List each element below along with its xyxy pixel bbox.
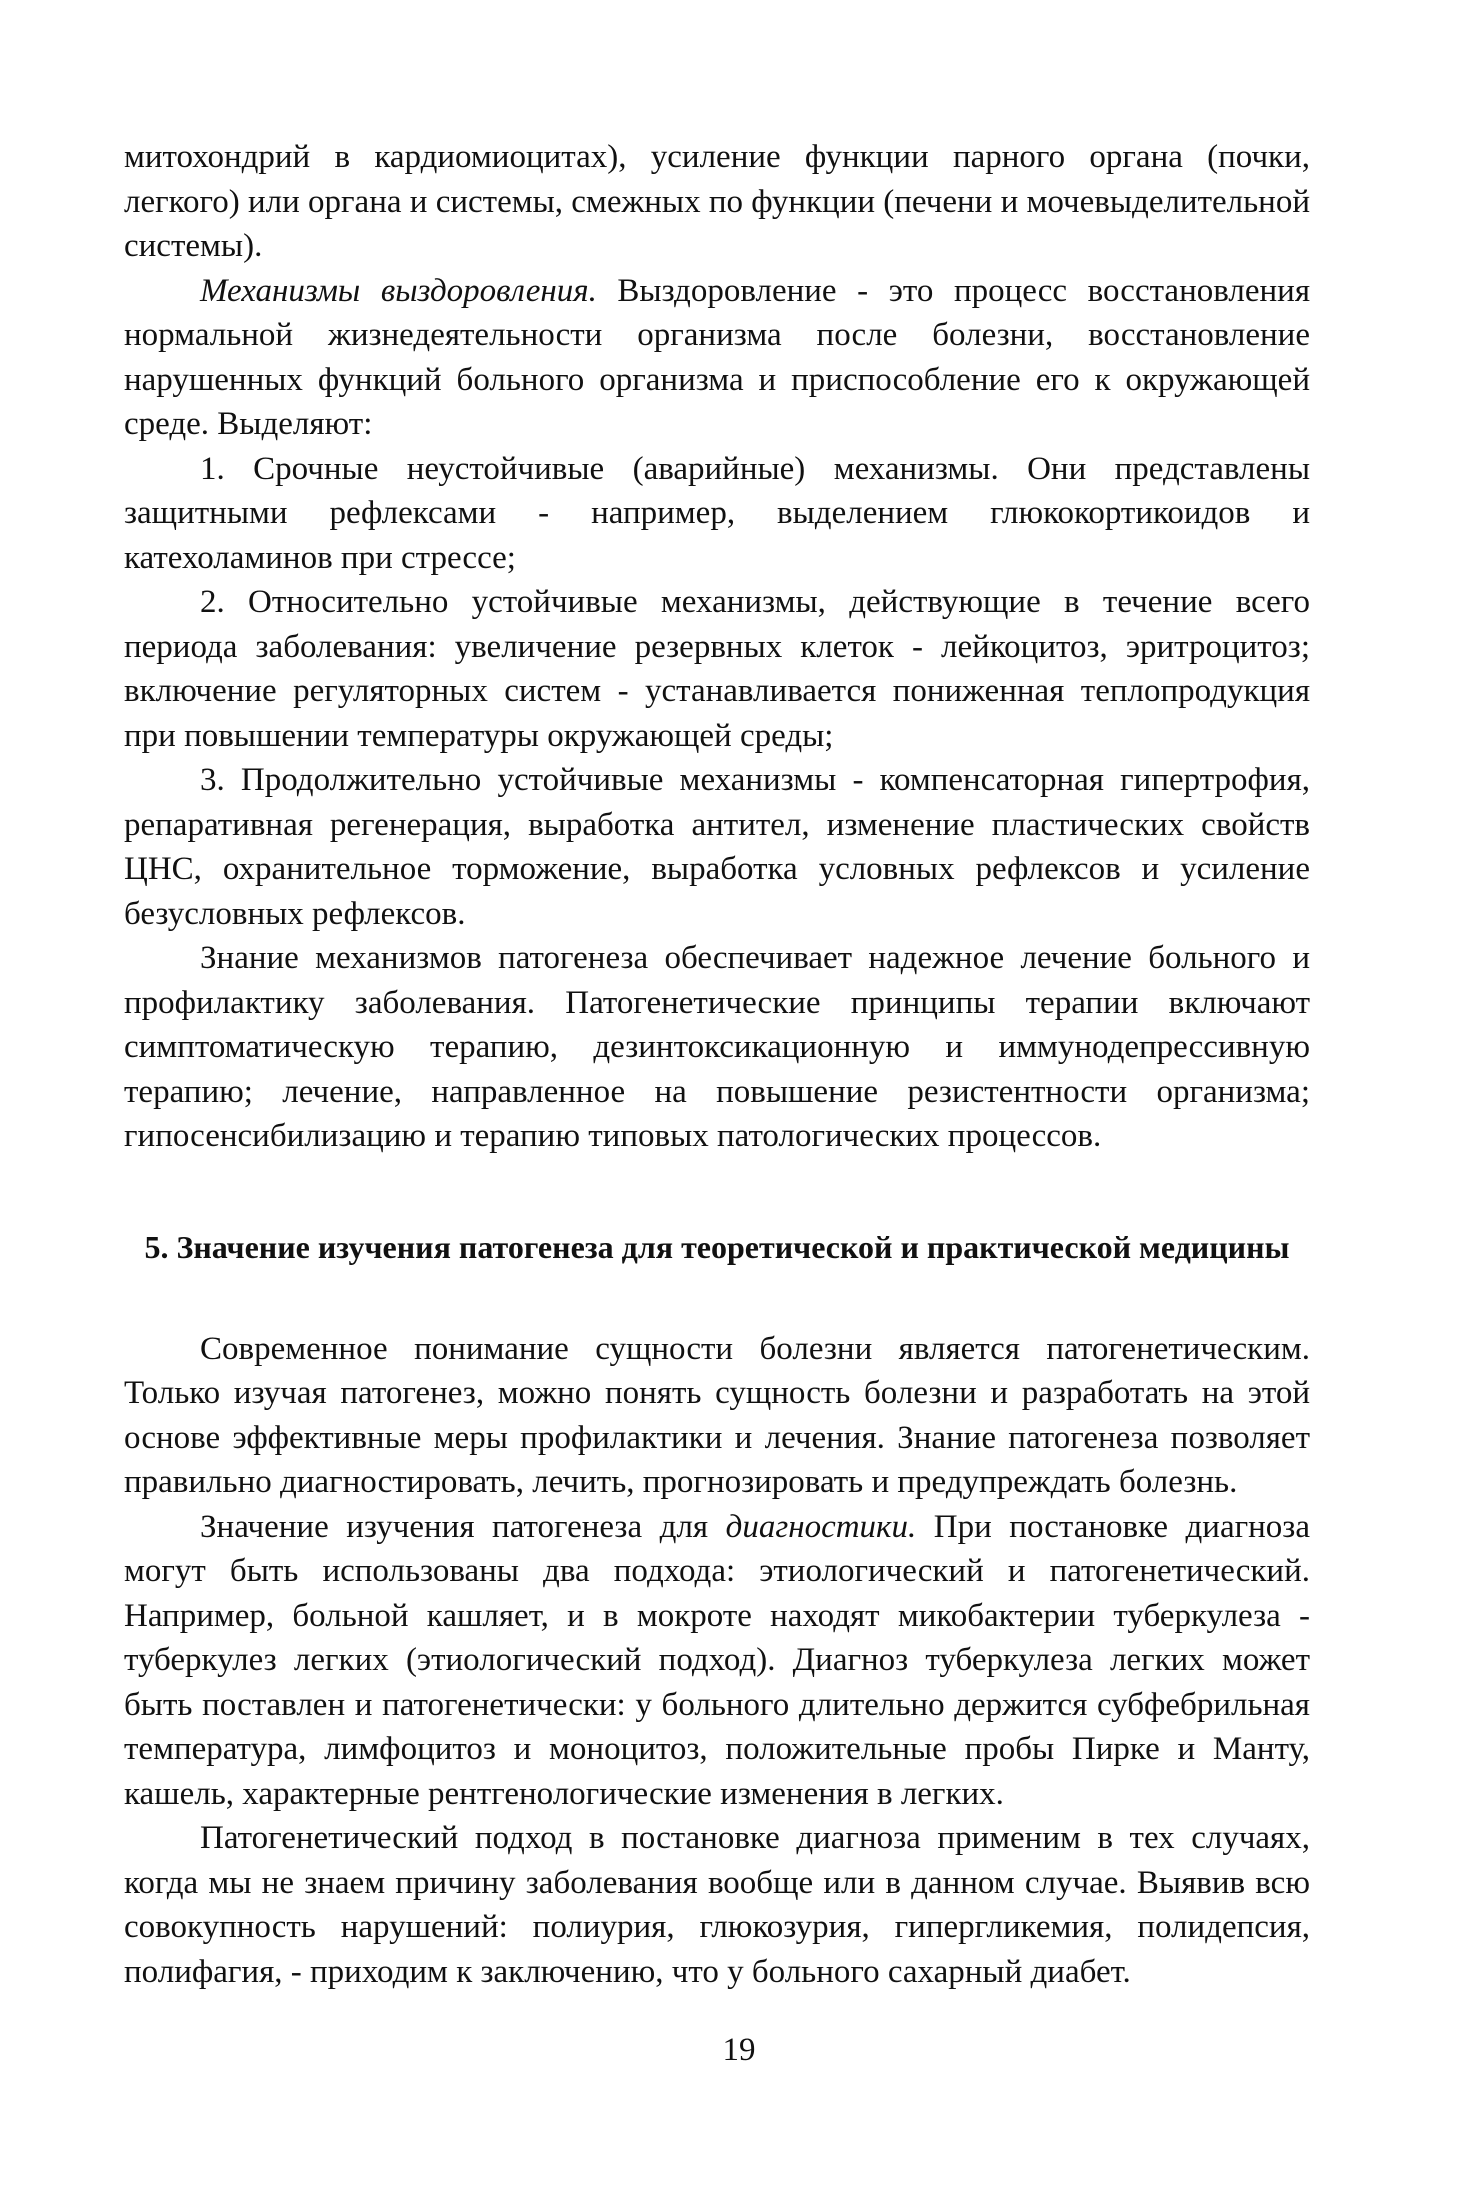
page-number: 19 [722,2032,756,2068]
paragraph-inline-italic: диагностики. [725,1508,917,1545]
paragraph [124,135,1310,269]
paragraph-text: 3. Продолжительно устойчивые механизмы - компенсаторная гипертрофия, репаративная регенерация, выработка антител, изменение пластических свойств ЦНС, охранительное торможение, выработка условных рефлексов и усиление безусловных рефлексов. [124,762,1310,932]
paragraph-text: Современное понимание сущности болезни является патогенетическим. Только изучая патогенез, можно понять сущность болезни и разработать на этой основе эффективные меры профилактики и лечения. Знание патогенеза позволяет правильно диагностировать, лечить, прогнозировать и предупреждать болезнь. [124,1330,1310,1500]
paragraph-text: Знание механизмов патогенеза обеспечивает надежное лечение больного и профилактику заболевания. Патогенетические принципы терапии включают симптоматическую терапию, дезинтоксикационную и иммунодепрессивную терапию; лечение, направленное на повышение резистентности организма; гипосенсибилизацию и терапию типовых патологических процессов. [124,940,1310,1154]
paragraph-text: 1. Срочные неустойчивые (аварийные) механизмы. Они представлены защитными рефлексами - например, выделением глюкокортикоидов и катехоламинов при стрессе; [124,450,1310,576]
paragraph [124,447,1310,581]
paragraph [124,936,1310,1159]
paragraph-text: Патогенетический подход в постановке диагноза применим в тех случаях, когда мы не знаем причину заболевания вообще или в данном случае. Выявив всю совокупность нарушений: полиурия, глюкозурия, гипергликемия, полидепсия, полифагия, - приходим к заключению, что у больного сахарный диабет. [124,1820,1310,1990]
paragraph-text: Выздоровление - это процесс восстановления нормальной жизнедеятельности организма после болезни, восстановление нарушенных функций больного организма и приспособление его к окружающей среде. Выделяют: [124,272,1310,442]
paragraph-text: митохондрий в кардиомиоцитах), усиление функции парного органа (почки, легкого) или органа и системы, смежных по функции (печени и мочевыделительной системы). [124,139,1310,264]
paragraph [124,758,1310,936]
paragraph-lead-italic: Механизмы выздоровления. [200,272,597,309]
paragraph-text-before-italic: Значение изучения патогенеза для [200,1508,726,1545]
section-heading: 5. Значение изучения патогенеза для теоретической и практической медицины [144,1228,1290,1265]
paragraph [124,580,1310,758]
paragraph [124,1505,1310,1817]
paragraph-text: 2. Относительно устойчивые механизмы, действующие в течение всего периода заболевания: увеличение резервных клеток - лейкоцитоз, эритроцитоз; включение регуляторных систем - устанавливается пониженная теплопродукция при повышении температуры окружающей среды; [124,584,1310,754]
paragraph-text: При постановке диагноза могут быть использованы два подхода: этиологический и патогенетический. Например, больной кашляет, и в мокроте находят микобактерии туберкулеза - туберкулез легких (этиологический подход). Диагноз туберкулеза легких может быть поставлен и патогенетически: у больного длительно держится субфебрильная температура, лимфоцитоз и моноцитоз, положительные пробы Пирке и Манту, кашель, характерные рентгенологические изменения в легких. [124,1508,1310,1812]
page-body [124,135,1310,1994]
paragraph [124,269,1310,447]
paragraph [124,1816,1310,1994]
paragraph [124,1327,1310,1505]
